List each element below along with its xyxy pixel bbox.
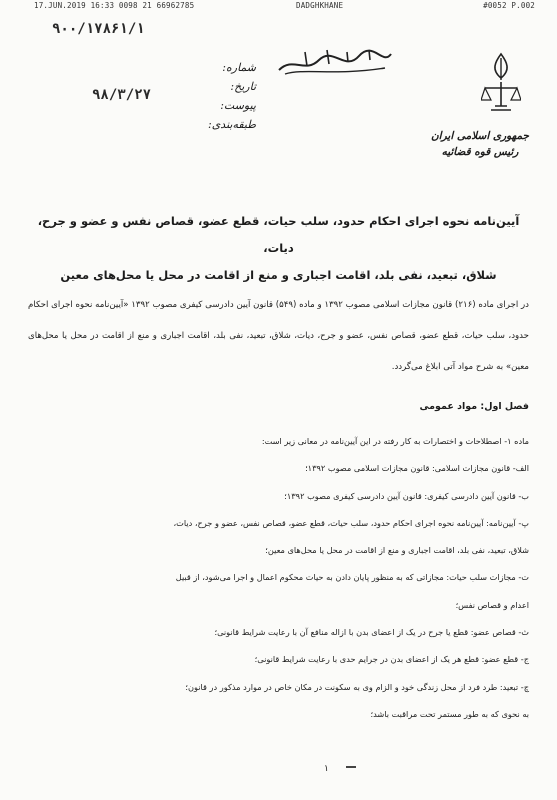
document-title (28, 208, 529, 289)
fax-header-center: DADGHKHANE (296, 1, 344, 10)
intro-paragraph: در اجرای ماده (۲۱۶) قانون مجازات اسلامی مصوب ۱۳۹۲ و ماده (۵۴۹) قانون آیین دادرسی کیفری مصوب ۱۳۹۲ «آیین‌نامه نحوه اجرای احکام حدود، سلب حیات، قطع عضو، قصاص نفس، عضو و جرح، دیات، شلاق، تبعید، نفی بلد، اقامت اجباری و منع از اقامت در محل یا محل‌های معین» به شرح مواد آتی ابلاغ می‌گردد. (28, 300, 529, 372)
article-line: ب- قانون آیین دادرسی کیفری: قانون آیین دادرسی کیفری مصوب ۱۳۹۲؛ (284, 490, 529, 501)
org-line-2: رئیس قوه قضائیه (441, 146, 519, 158)
fax-header-right: #0052 P.002 (483, 1, 535, 10)
article-line: ج- قطع عضو: قطع هر یک از اعضای بدن در جرایم حدی با رعایت شرایط قانونی؛ (254, 654, 529, 665)
page-number-mark (346, 766, 356, 768)
article-line: ت- مجازات سلب حیات: مجازاتی که به منظور پایان دادن به حیات محکوم اعمال و اجرا می‌شود، از قبیل (175, 572, 529, 583)
article-line: ماده ۱- اصطلاحات و اختصارات به کار رفته در این آیین‌نامه در معانی زیر است: (261, 436, 529, 446)
iran-emblem-icon (481, 52, 521, 116)
number-label: شماره: (222, 61, 256, 74)
title-line-1: آیین‌نامه نحوه اجرای احکام حدود، سلب حیات، قطع عضو، قصاص نفس و عضو و جرح، دیات، (37, 214, 520, 255)
bismillah-calligraphy-icon (275, 46, 395, 80)
articles-list (28, 428, 529, 728)
page-number: ۱ (324, 764, 329, 774)
title-line-2: شلاق، تبعید، نفی بلد، اقامت اجباری و منع از اقامت در محل یا محل‌های معین (60, 268, 497, 282)
fax-header-left: 17.JUN.2019 16:33 0098 21 66962785 (34, 1, 195, 10)
handwritten-date: ۹۸/۳/۲۷ (92, 87, 152, 103)
article-line: شلاق، تبعید، نفی بلد، اقامت اجباری و منع از اقامت در محل یا محل‌های معین؛ (265, 545, 529, 556)
attachment-label: پیوست: (220, 99, 256, 112)
article-line: ث- قصاص عضو: قطع یا جرح در یک از اعضای بدن با ازاله منافع آن با رعایت شرایط قانونی؛ (214, 627, 529, 638)
org-line-1: جمهوری اسلامی ایران (430, 130, 530, 142)
article-line: به نحوی که به طور مستمر تحت مراقبت باشد؛ (370, 708, 529, 719)
article-line: الف- قانون مجازات اسلامی: قانون مجازات اسلامی مصوب ۱۳۹۲؛ (305, 463, 529, 474)
letter-meta (176, 58, 256, 134)
date-label: تاریخ: (230, 80, 256, 93)
chapter-heading: فصل اول: مواد عمومی (419, 401, 529, 412)
handwritten-number: ۹۰۰/۱۷۸۶۱/۱ (52, 21, 145, 37)
article-line: اعدام و قصاص نفس؛ (455, 599, 529, 610)
issuing-organization (425, 128, 535, 160)
article-line: پ- آیین‌نامه: آیین‌نامه نحوه اجرای احکام حدود، سلب حیات، قطع عضو، قصاص نفس، عضو و جرح، دیات، (173, 517, 529, 528)
article-line: چ- تبعید: طرد فرد از محل زندگی خود و الزام وی به سکونت در مکان خاص در موارد مذکور در قانون؛ (185, 681, 529, 692)
classification-label: طبقه‌بندی: (207, 118, 256, 131)
